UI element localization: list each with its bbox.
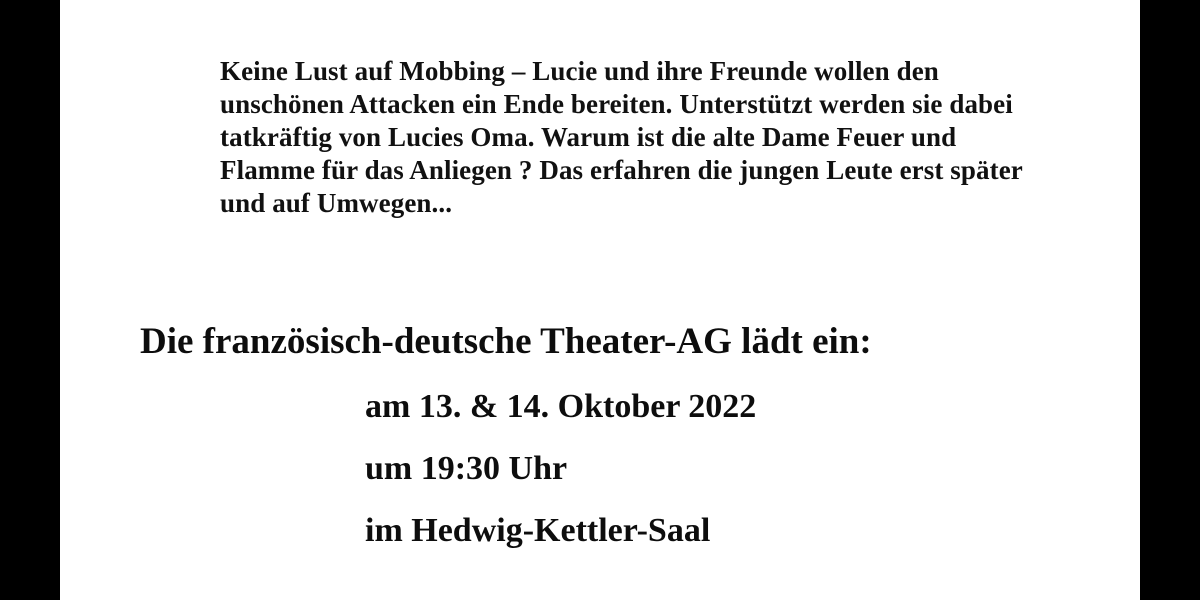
- play-synopsis: Keine Lust auf Mobbing – Lucie und ihre Freunde wollen den unschönen Attacken ein Ende bereiten. Unterstützt werden sie dabei tatkräftig von Lucies Oma. Warum ist die alte Dame Feuer und Flamme für das Anliegen ? Das erfahren die jungen Leute erst später und auf Umwegen...: [220, 56, 1023, 218]
- letterbox-right: [1140, 0, 1200, 600]
- performance-venue: im Hedwig-Kettler-Saal: [365, 512, 711, 549]
- performance-time: um 19:30 Uhr: [365, 450, 568, 487]
- letterbox-left: [0, 0, 60, 600]
- performance-date: am 13. & 14. Oktober 2022: [365, 388, 757, 425]
- invitation-headline: Die französisch-deutsche Theater-AG lädt ein:: [140, 321, 872, 362]
- poster-content: [60, 0, 1140, 600]
- poster-page: [60, 0, 1140, 600]
